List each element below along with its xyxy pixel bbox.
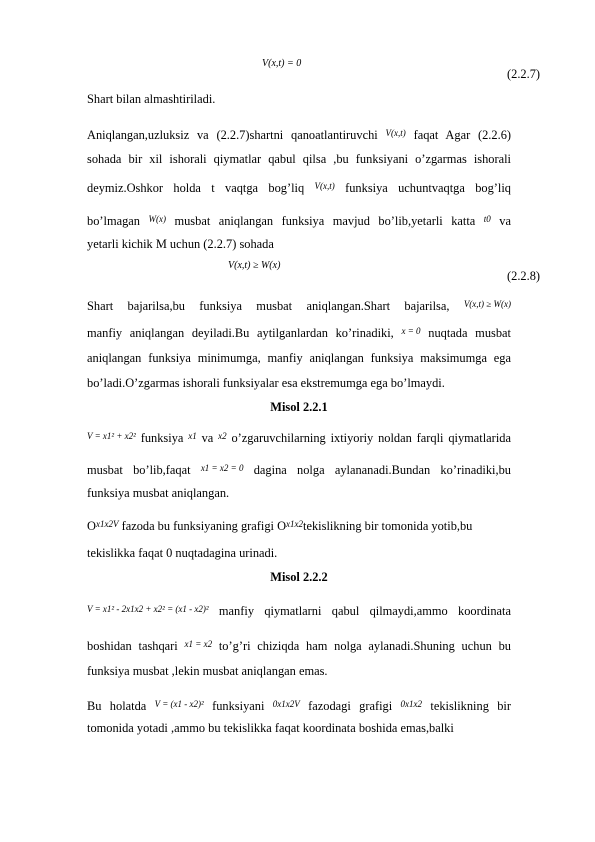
- paragraph-line: yetarli kichik M uchun (2.2.7) sohada: [87, 237, 274, 251]
- text: deymiz.Oshkor holda t vaqtga bog’liq: [87, 181, 305, 195]
- paragraph-line: [87, 428, 511, 446]
- example-heading: Misol 2.2.2: [270, 570, 328, 584]
- text: musbat aniqlangan funksiya mavjud bo’lib,yetarli katta: [174, 214, 476, 228]
- math-inline: V = x1² + x2²: [87, 431, 136, 441]
- example-heading: Misol 2.2.1: [270, 400, 328, 414]
- text: dagina nolga aylananadi.Bundan ko’rinadiki,bu: [253, 463, 511, 477]
- equation-2-2-7: V(x,t) = 0: [262, 58, 302, 69]
- text: funksiya uchuntvaqtga bog’liq: [345, 181, 511, 195]
- paragraph-line: [87, 460, 511, 478]
- paragraph-line: [87, 125, 511, 143]
- text: o’zgaruvchilarning ixtiyoriy noldan farqli qiymatlarida: [231, 431, 511, 445]
- text: va: [201, 431, 214, 445]
- text: Shart bajarilsa,bu funksiya musbat aniqlangan.Shart bajarilsa,: [87, 299, 450, 313]
- paragraph-line: [87, 601, 511, 619]
- math-inline: x2: [218, 431, 227, 441]
- paragraph-line: [87, 211, 511, 229]
- text: O: [87, 519, 96, 533]
- text: Bu holatda: [87, 699, 147, 713]
- math-inline: V = (x1 - x2)²: [154, 699, 204, 709]
- text: fazoda bu funksiyaning grafigi O: [121, 519, 287, 533]
- equation-number-2-2-8: (2.2.8): [507, 269, 541, 283]
- paragraph-line: Shart bilan almashtiriladi.: [87, 92, 216, 106]
- text: faqat Agar (2.2.6): [413, 128, 512, 142]
- paragraph-line: funksiya musbat ,lekin musbat aniqlangan emas.: [87, 664, 328, 678]
- math-inline: x1x2V: [95, 519, 119, 529]
- text: tekislikning bir: [430, 699, 511, 713]
- text: manfiy qiymatlarni qabul qilmaydi,ammo koordinata: [218, 604, 511, 618]
- paragraph-line: [87, 178, 511, 196]
- text: boshidan tashqari: [87, 639, 178, 653]
- text: funksiya: [140, 431, 184, 445]
- text: Aniqlangan,uzluksiz va (2.2.7)shartni qanoatlantiruvchi: [87, 128, 378, 142]
- paragraph-line: [87, 696, 511, 714]
- equation-2-2-8: V(x,t) ≥ W(x): [228, 260, 281, 271]
- math-inline: V = x1² - 2x1x2 + x2² = (x1 - x2)²: [87, 604, 209, 614]
- paragraph-line: [87, 323, 511, 341]
- math-inline: 0x1x2: [400, 699, 423, 709]
- paragraph-line: bo’ladi.O’zgarmas ishorali funksiyalar esa ekstremumga ega bo’lmaydi.: [87, 376, 445, 390]
- math-inline: 0x1x2V: [272, 699, 300, 709]
- math-inline: x1 = x2: [184, 639, 213, 649]
- text: nuqtada musbat: [428, 326, 511, 340]
- paragraph-line: [87, 296, 511, 314]
- math-inline: x1 = x2 = 0: [200, 463, 244, 473]
- paragraph-line: sohada bir xil ishorali qiymatlar qabul qilsa ,bu funksiyani o’zgarmas ishorali: [87, 152, 511, 166]
- math-inline: x1: [188, 431, 197, 441]
- text: manfiy aniqlangan deyiladi.Bu aytilganlardan ko’rinadiki,: [87, 326, 394, 340]
- math-inline: t0: [483, 214, 491, 224]
- math-inline: V(x,t) ≥ W(x): [463, 299, 511, 309]
- text: fazodagi grafigi: [308, 699, 393, 713]
- equation-number-2-2-7: (2.2.7): [507, 67, 541, 81]
- paragraph-line: tekislikka faqat 0 nuqtadagina urinadi.: [87, 546, 278, 560]
- text: bo’lmagan: [87, 214, 140, 228]
- math-inline: x1x2: [286, 519, 304, 529]
- paragraph-line: aniqlangan funksiya minimumga, manfiy aniqlangan funksiya maksimumga ega: [87, 351, 511, 365]
- paragraph-line: [87, 636, 511, 654]
- text: musbat bo’lib,faqat: [87, 463, 191, 477]
- paragraph-line: [87, 516, 511, 534]
- text: tekislikning bir tomonida yotib,bu: [303, 519, 473, 533]
- math-inline: x = 0: [401, 326, 421, 336]
- text: funksiyani: [212, 699, 265, 713]
- paragraph-line: funksiya musbat aniqlangan.: [87, 486, 230, 500]
- paragraph-line: tomonida yotadi ,ammo bu tekislikka faqat koordinata boshida emas,balki: [87, 721, 454, 735]
- text: va: [499, 214, 511, 228]
- text: to’g’ri chiziqda ham nolga aylanadi.Shuning uchun bu: [218, 639, 511, 653]
- math-inline: V(x,t): [314, 181, 335, 191]
- math-inline: W(x): [148, 214, 166, 224]
- math-inline: V(x,t): [385, 128, 406, 138]
